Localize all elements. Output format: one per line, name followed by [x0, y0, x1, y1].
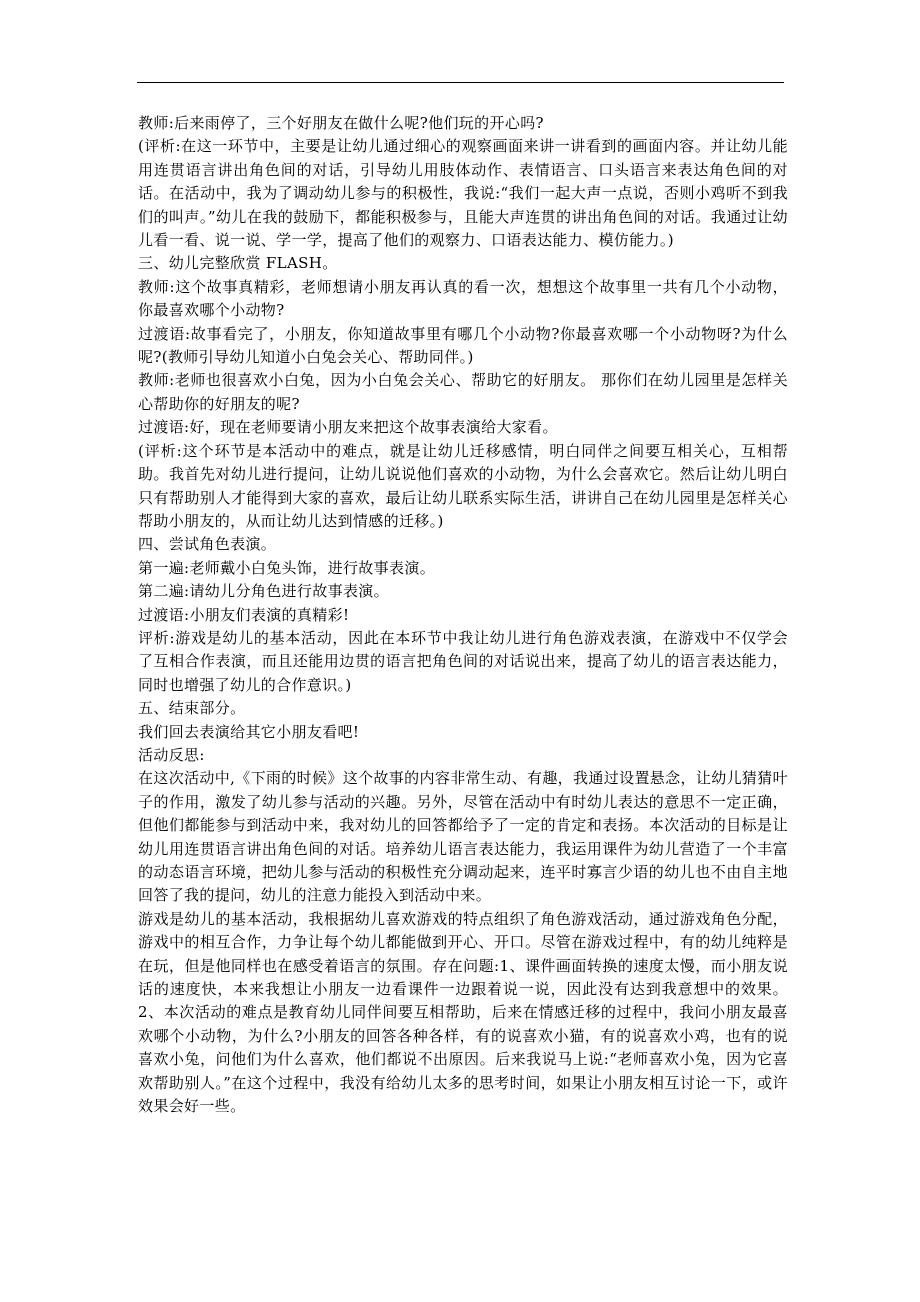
paragraph-transition-perform: 过渡语:好，现在老师要请小朋友来把这个故事表演给大家看。 [138, 418, 558, 437]
paragraph-go-perform: 我们回去表演给其它小朋友看吧! [138, 722, 360, 741]
section-heading-3: 三、幼儿完整欣赏 FLASH。 [138, 254, 338, 273]
document-body [138, 112, 788, 1118]
paragraph-teacher-watch-again: 教师:这个故事真精彩，老师想请小朋友再认真的看一次，想想这个故事里一共有几个小动物，你最喜欢哪个小动物? [138, 277, 788, 320]
paragraph-first-pass: 第一遍:老师戴小白兔头饰，进行故事表演。 [138, 558, 436, 577]
section-heading-4: 四、尝试角色表演。 [138, 535, 277, 554]
paragraph-transition-story-finished: 过渡语:故事看完了，小朋友，你知道故事里有哪几个小动物?你最喜欢哪一个小动物呀?为什么呢?(教师引导幼儿知道小白兔会关心、帮助同伴。) [138, 324, 788, 367]
paragraph-commentary-game: 评析:游戏是幼儿的基本活动，因此在本环节中我让幼儿进行角色游戏表演，在游戏中不仅学会了互相合作表演，而且还能用边贯的语言把角色间的对话说出来，提高了幼儿的语言表达能力，同时也增强了幼儿的合作意识。) [138, 628, 788, 694]
paragraph-teacher-rain-stopped: 教师:后来雨停了，三个好朋友在做什么呢?他们玩的开心吗? [138, 114, 544, 132]
paragraph-commentary-difficulty: (评析:这个环节是本活动中的难点，就是让幼儿迁移感情，明白同伴之间要互相关心，互相帮助。我首先对幼儿进行提问，让幼儿说说他们喜欢的小动物，为什么会喜欢它。然后让幼儿明白只有帮助别人才能得到大家的喜欢，最后让幼儿联系实际生活，讲讲自己在幼儿园里是怎样关心帮助小朋友的，从而让幼儿达到情感的迁移。) [138, 441, 788, 530]
paragraph-teacher-rabbit: 教师:老师也很喜欢小白兔，因为小白兔会关心、帮助它的好朋友。 那你们在幼儿园里是怎样关心帮助你的好朋友的呢? [138, 371, 788, 413]
reflection-heading: 活动反思: [138, 745, 205, 764]
header-divider [137, 82, 784, 83]
section-heading-5: 五、结束部分。 [138, 699, 246, 718]
paragraph-reflection-1: 在这次活动中,《下雨的时候》这个故事的内容非常生动、有趣，我通过设置悬念，让幼儿猜猜叶子的作用，激发了幼儿参与活动的兴趣。另外，尽管在活动中有时幼儿表达的意思不一定正确，但他们都能参与到活动中来，我对幼儿的回答都给予了一定的肯定和表扬。本次活动的目标是让幼儿用连贯语言讲出角色间的对话。培养幼儿语言表达能力，我运用课件为幼儿营造了一个丰富的动态语言环境，把幼儿参与活动的积极性充分调动起来，连平时寡言少语的幼儿也不由自主地回答了我的提问，幼儿的注意力能投入到活动中来。 [138, 769, 788, 905]
paragraph-transition-wonderful: 过渡语:小朋友们表演的真精彩! [138, 605, 350, 624]
paragraph-reflection-2: 游戏是幼儿的基本活动，我根据幼儿喜欢游戏的特点组织了角色游戏活动，通过游戏角色分配，游戏中的相互合作，力争让每个幼儿都能做到开心、开口。尽管在游戏过程中，有的幼儿纯粹是在玩，但是他同样也在感受着语言的氛围。存在问题:1、课件画面转换的速度太慢，而小朋友说话的速度快，本来我想让小朋友一边看课件一边跟着说一说，因此没有达到我意想中的效果。2、本次活动的难点是教育幼儿同伴间要互相帮助，后来在情感迁移的过程中，我问小朋友最喜欢哪个小动物，为什么?小朋友的回答各种各样，有的说喜欢小猫，有的说喜欢小鸡，也有的说喜欢小兔，问他们为什么喜欢，他们都说不出原因。后来我说马上说:“老师喜欢小兔，因为它喜欢帮助别人。”在这个过程中，我没有给幼儿太多的思考时间，如果让小朋友相互讨论一下，或许效果会好一些。 [138, 909, 788, 1116]
paragraph-commentary-observation: (评析:在这一环节中，主要是让幼儿通过细心的观察画面来讲一讲看到的画面内容。并让幼儿能用连贯语言讲出角色间的对话，引导幼儿用肢体动作、表情语言、口头语言来表达角色间的对话。在活动中，我为了调动幼儿参与的积极性，我说:“我们一起大声一点说，否则小鸡听不到我们的叫声。”幼儿在我的鼓励下，都能积极参与，且能大声连贯的讲出角色间的对话。我通过让幼儿看一看、说一说、学一学，提高了他们的观察力、口语表达能力、模仿能力。) [138, 137, 788, 250]
paragraph-second-pass: 第二遍:请幼儿分角色进行故事表演。 [138, 582, 390, 601]
